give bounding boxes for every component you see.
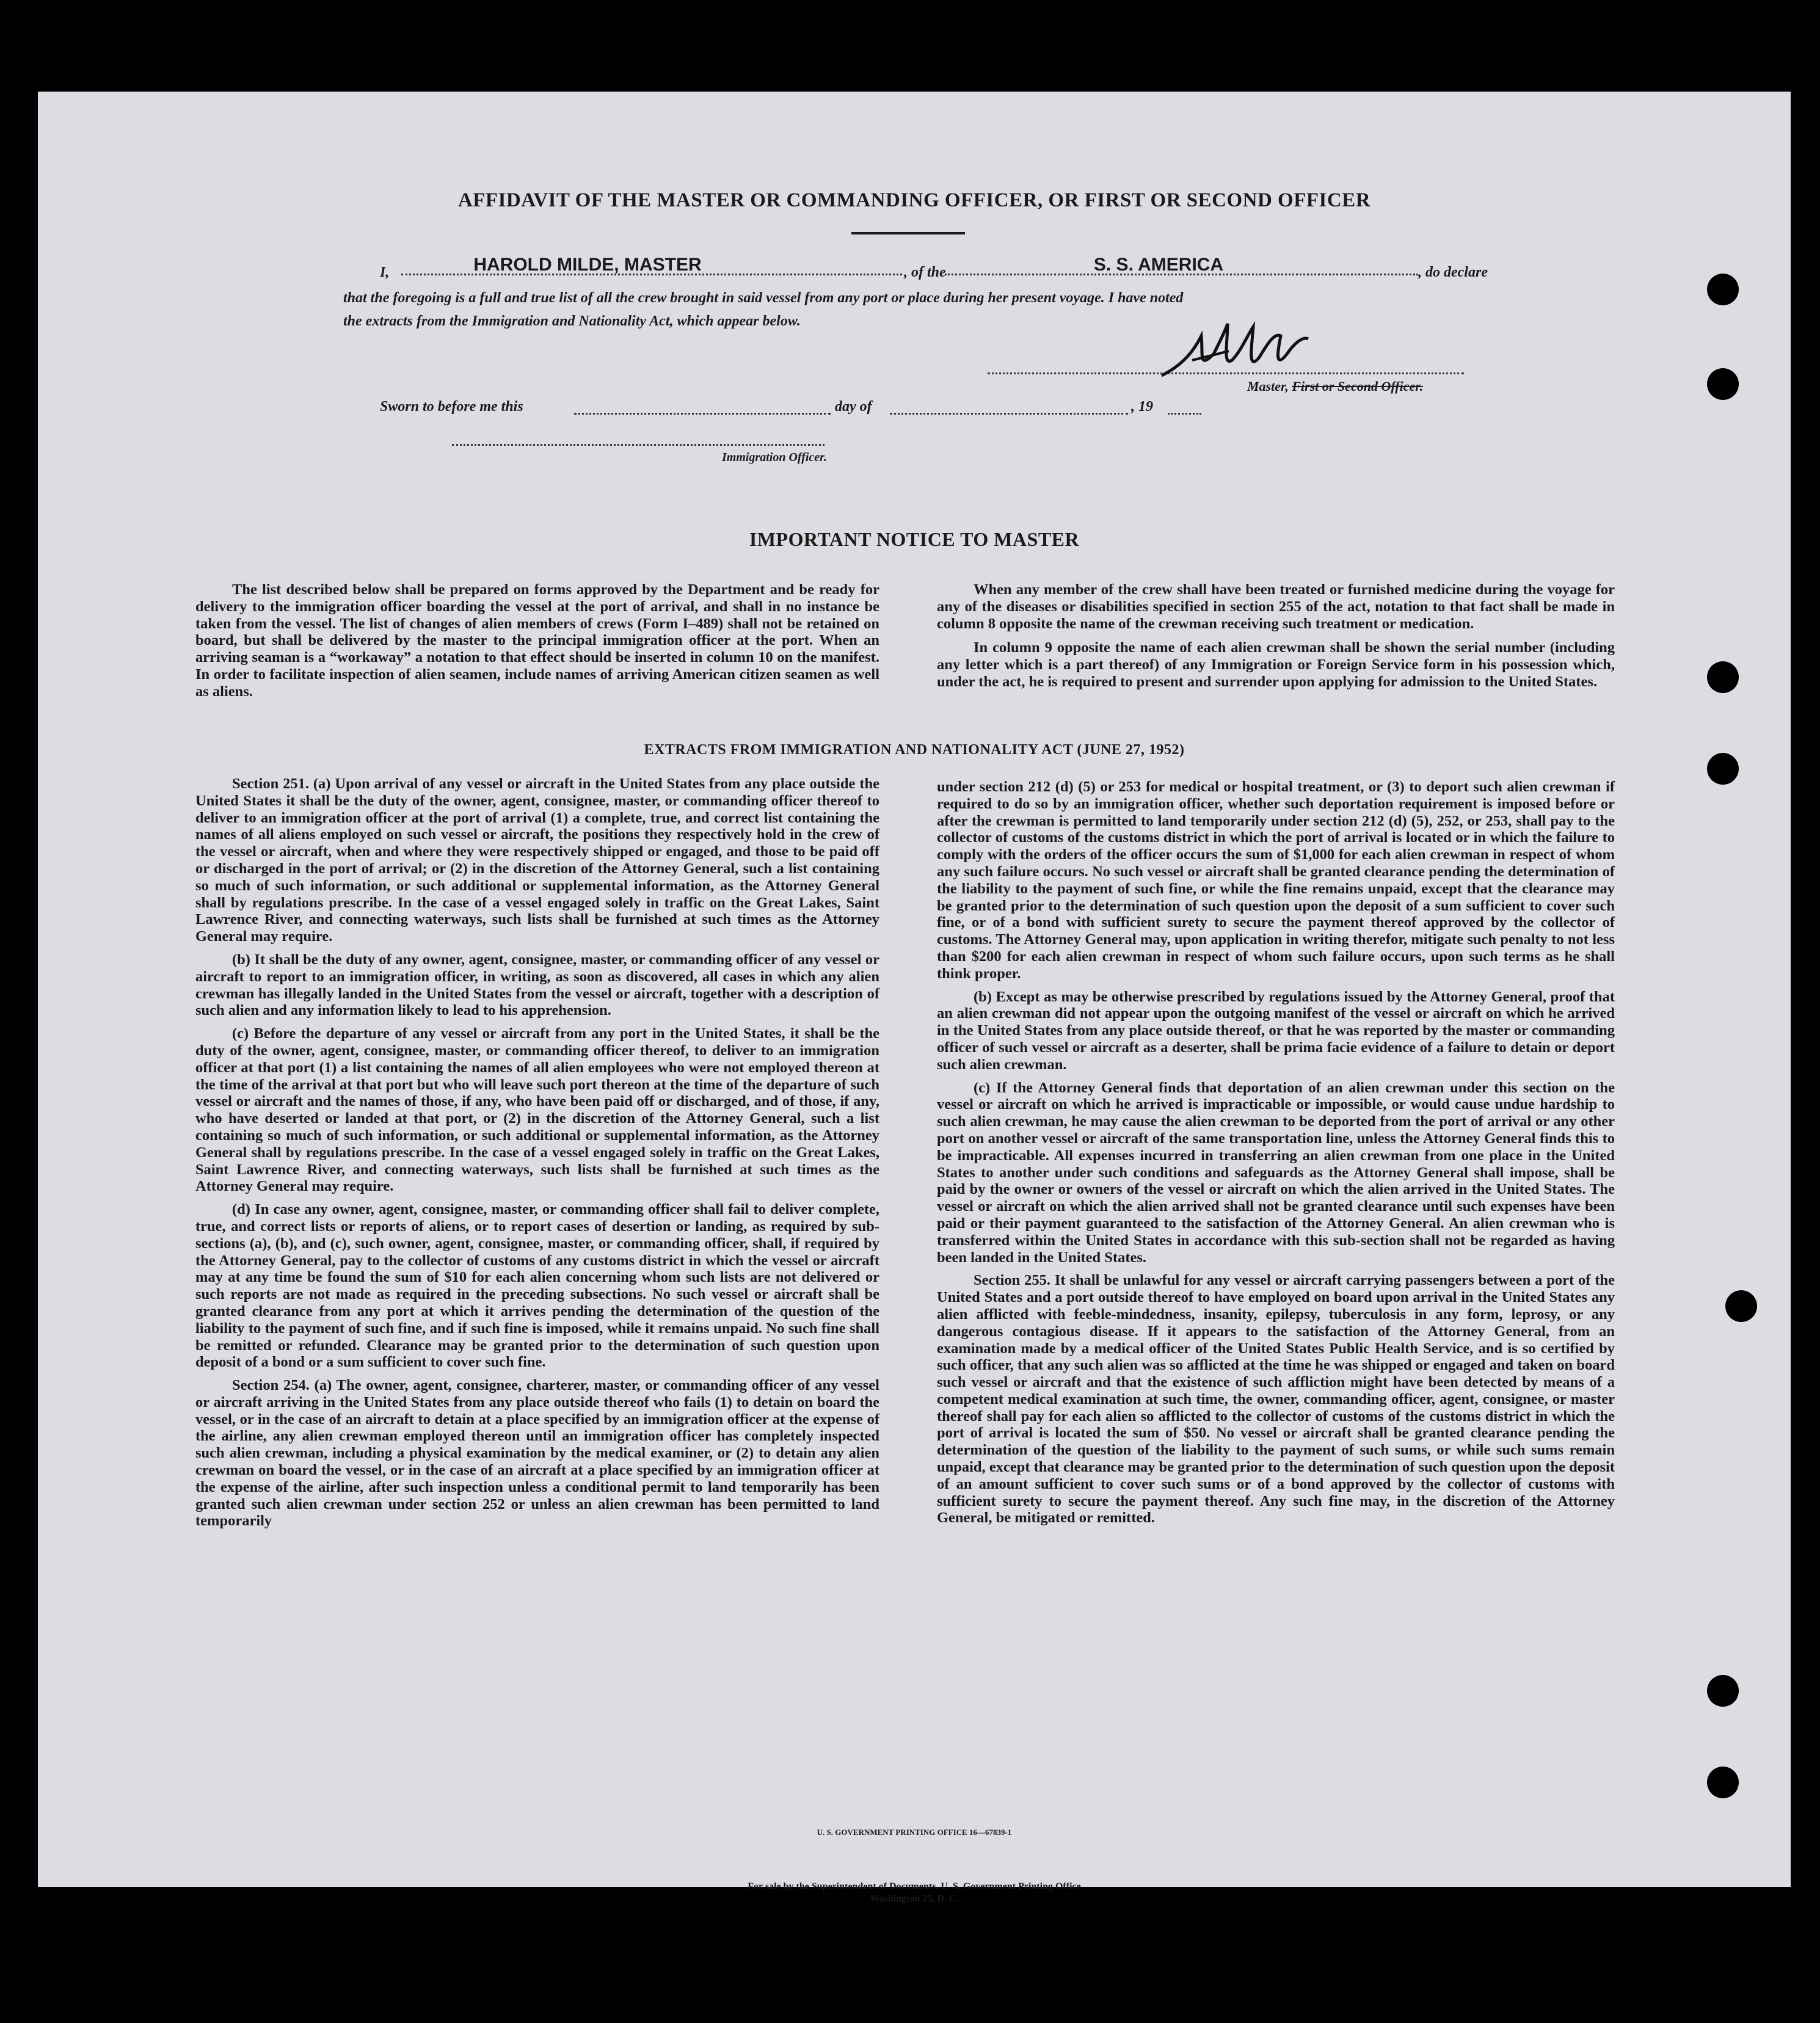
extracts-left-column	[195, 775, 879, 1530]
notice-left-column	[195, 581, 879, 700]
printer-line: U. S. GOVERNMENT PRINTING OFFICE 16—67839-1	[817, 1828, 1012, 1837]
sale-line-1: For sale by the Superintendent of Documents, U. S. Government Printing Office	[748, 1881, 1081, 1892]
extract-section-254b: (b) Except as may be otherwise prescribed by regulations issued by the Attorney General, proof that an alien crewman did not appear upon the outgoing manifest of the vessel or aircraft on which he arrived in the United States from any place outside thereof, or that he was reported by the master or commanding officer of such vessel or aircraft as a deserter, shall be prima facie evidence of a failure to detain or deport such alien crewman.	[937, 988, 1615, 1073]
vessel-name: S. S. AMERICA	[1093, 255, 1224, 275]
sworn-date-line	[574, 397, 831, 415]
binder-hole	[1725, 1290, 1757, 1322]
signature-caption-struck: First or Second Officer.	[1292, 379, 1424, 394]
notice-right-column	[937, 581, 1615, 691]
master-signature	[1156, 318, 1339, 385]
do-declare-label: , do declare	[1418, 264, 1488, 280]
notice-right-paragraph-2: In column 9 opposite the name of each alien crewman shall be shown the serial number (including any letter which is a part thereof) of any Immigration or Foreign Service form in his possession which, under the act, he is required to present and surrender upon applying for admission to the United States.	[937, 639, 1615, 690]
year-line	[1168, 397, 1201, 415]
affidavit-title: AFFIDAVIT OF THE MASTER OR COMMANDING OFFICER, OR FIRST OR SECOND OFFICER	[457, 189, 1371, 211]
immigration-officer-line	[452, 437, 824, 446]
declaration-line-1: that the foregoing is a full and true list of all the crew brought in said vessel from any port or place during her present voyage. I have noted	[343, 290, 1184, 306]
extract-section-251d: (d) In case any owner, agent, consignee, master, or commanding officer shall fail to deliver complete, true, and correct lists or reports of aliens, or to report cases of desertion or landing, as required by sub-sections (a), (b), and (c), such owner, agent, consignee, master, or commanding officer, shall, if required by the Attorney General, pay to the collector of customs of any customs district in which the vessel or aircraft may at any time be found the sum of $10 for each alien concerning whom such lists are not delivered or such reports are not made as required in the preceding subsections. No such vessel or aircraft shall be granted clearance from any port at which it arrives pending the determination of the question of the liability to the payment of such fine, and if such fine is imposed, while it remains unpaid. No such fine shall be remitted or refunded. Clearance may be granted prior to the determination of such question upon deposit of a bond or a sum sufficient to cover such fine.	[195, 1201, 879, 1371]
notice-right-paragraph-1: When any member of the crew shall have been treated or furnished medicine during the voyage for any of the diseases or disabilities specified in section 255 of the act, notation to that fact shall be made in column 8 opposite the name of the crewman receiving such treatment or medication.	[937, 581, 1615, 632]
sworn-label: Sworn to before me this	[380, 399, 523, 415]
binder-hole	[1707, 661, 1739, 693]
notice-left-paragraph: The list described below shall be prepared on forms approved by the Department and be ready for delivery to the immigration officer boarding the vessel at the port of arrival, and shall in no instance be taken from the vessel. The list of changes of alien members of crews (Form I–489) shall not be retained on board, but shall be delivered by the master to the principal immigration officer at the port. When an arriving seaman is a “workaway” a notation to that effect should be inserted in column 10 on the manifest. In order to facilitate inspection of alien seamen, include names of arriving American citizen seamen as well as aliens.	[195, 581, 879, 700]
immigration-officer-caption: Immigration Officer.	[722, 451, 827, 464]
extract-section-251a: Section 251. (a) Upon arrival of any vessel or aircraft in the United States from any place outside the United States it shall be the duty of the owner, agent, consignee, master, or commanding officer thereof to deliver to an immigration officer at the port of arrival (1) a complete, true, and correct list containing the names of all aliens employed on such vessel or aircraft, the positions they respectively hold in the crew of the vessel or aircraft, when and where they were respectively shipped or engaged, and those to be paid off or discharged in the port of arrival; or (2) in the discretion of the Attorney General, such a list containing so much of such information, or such additional or supplemental information, as the Attorney General shall by regulations prescribe. In the case of a vessel engaged solely in traffic on the Great Lakes, Saint Lawrence River, and connecting waterways, such lists shall be furnished at such times as the Attorney General may require.	[195, 775, 879, 945]
extract-section-251c: (c) Before the departure of any vessel or aircraft from any port in the United States, it shall be the duty of the owner, agent, consignee, master, or commanding officer thereof, to deliver to an immigration officer at that port (1) a list containing the names of all alien employees who were not employed thereon at the time of the arrival at that port but who will leave such port thereon at the time of the departure of such vessel or aircraft and the names of those, if any, who have been paid off or discharged, and of those, if any, who have deserted or landed at that port, or (2) in the discretion of the Attorney General, such a list containing so much of such information, or such additional or supplemental information, as the Attorney General shall by regulations prescribe. In the case of a vessel engaged solely in traffic on the Great Lakes, Saint Lawrence River, and connecting waterways, such lists shall be furnished at such times as the Attorney General may require.	[195, 1025, 879, 1195]
binder-hole	[1707, 368, 1739, 400]
binder-hole	[1707, 1767, 1739, 1798]
binder-hole	[1707, 753, 1739, 785]
extracts-right-column	[937, 779, 1615, 1527]
year-label: , 19	[1131, 399, 1153, 415]
document-page	[38, 92, 1791, 1904]
extract-section-254c: (c) If the Attorney General finds that deportation of an alien crewman under this section on the vessel or aircraft on which he arrived is impracticable or impossible, or would cause undue hardship to such alien crewman, he may cause the alien crewman to be deported from the port of arrival or any other port on another vessel or aircraft of the same transportation line, unless the Attorney General finds this to be impracticable. All expenses incurred in transferring an alien crewman from one place in the United States to another under such conditions and safeguards as the Attorney General shall impose, shall be paid by the owner or owners of the vessel or aircraft on which the alien arrived in the United States. The vessel or aircraft on which the alien arrived shall not be granted clearance until such expenses have been paid or their payment guaranteed to the satisfaction of the Attorney General. An alien crewman who is transferred within the United States in accordance with this sub-section shall not be regarded as having been landed in the United States.	[937, 1079, 1615, 1266]
notice-title: IMPORTANT NOTICE TO MASTER	[749, 528, 1080, 550]
binder-hole	[1707, 274, 1739, 305]
master-name: HAROLD MILDE, MASTER	[473, 255, 702, 275]
of-the-label: , of the	[904, 264, 946, 280]
extract-section-251b: (b) It shall be the duty of any owner, agent, consignee, master, or commanding officer of any vessel or aircraft to report to an immigration officer, in writing, as soon as discovered, all cases in which any alien crewman has illegally landed in the United States from the vessel or aircraft, together with a description of such alien and any information likely to lead to his apprehension.	[195, 951, 879, 1019]
extract-section-254a-continued: under section 212 (d) (5) or 253 for medical or hospital treatment, or (3) to deport such alien crewman if required to do so by an immigration officer, whether such deportation requirement is imposed before or after the crewman is permitted to land temporarily under section 212 (d) (5), 252, or 253, shall pay to the collector of customs of the customs district in which the port of arrival is located or in which the failure to comply with the orders of the officer occurs the sum of $1,000 for each alien crewman in respect of whom any such failure occurs. No such vessel or aircraft shall be granted clearance pending the determination of the liability to the payment of such fine, or while the fine remains unpaid, except that the clearance may be granted prior to the determination of such question upon the deposit of a sum sufficient to cover such fine, or of a bond with sufficient surety to secure the payment thereof approved by the collector of customs. The Attorney General may, upon application in writing therefor, mitigate such penalty to not less than $200 for each alien crewman in respect of whom such failure occurs, upon such terms as he shall think proper.	[937, 779, 1615, 982]
declaration-line-2: the extracts from the Immigration and Nationality Act, which appear below.	[343, 313, 801, 329]
signature-caption-master: Master,	[1247, 379, 1289, 394]
i-label: I,	[380, 264, 390, 280]
day-of-line	[890, 397, 1128, 415]
signature-caption	[1247, 379, 1423, 394]
extract-section-254a: Section 254. (a) The owner, agent, consignee, charterer, master, or commanding officer of any vessel or aircraft arriving in the United States from any place outside thereof who fails (1) to detain on board the vessel, or in the case of an aircraft to detain at a place specified by an immigration officer at the expense of the airline, any alien crewman employed thereon until an immigration officer has completely inspected such alien crewman, including a physical examination by the medical examiner, or (2) to detain any alien crewman on board the vessel, or in the case of an aircraft at a place specified by an immigration officer at the expense of the airline, after such inspection unless a conditional permit to land temporarily has been granted such alien crewman under section 252 or unless an alien crewman has been permitted to land temporarily	[195, 1377, 879, 1530]
binder-hole	[1707, 1675, 1739, 1707]
day-of-label: day of	[835, 399, 872, 415]
extracts-title: EXTRACTS FROM IMMIGRATION AND NATIONALITY ACT (JUNE 27, 1952)	[644, 742, 1185, 758]
sale-line-2: Washington 25, D. C.	[870, 1894, 959, 1904]
extract-section-255: Section 255. It shall be unlawful for any vessel or aircraft carrying passengers between a port of the United States and a port outside thereof to have employed on board upon arrival in the United States any alien afflicted with feeble-mindedness, insanity, epilepsy, tuberculosis in any form, leprosy, or any dangerous contagious disease. If it appears to the satisfaction of the Attorney General, from an examination made by a medical officer of the United States Public Health Service, and is so certified by such officer, that any such alien was so afflicted at the time he was shipped or engaged and taken on board such vessel or aircraft and that the existence of such affliction might have been detected by means of a competent medical examination at such time, the owner, commanding officer, agent, consignee, or master thereof shall pay for each alien so afflicted to the collector of customs of the customs district in which the port of arrival is located the sum of $50. No vessel or aircraft shall be granted clearance pending the determination of the question of the liability to the payment of such sums, or while such sums remain unpaid, except that clearance may be granted prior to the determination of such question upon the deposit of an amount sufficient to cover such sums or of a bond approved by the collector of customs with sufficient surety to secure the payment thereof. Any such fine may, in the discretion of the Attorney General, be mitigated or remitted.	[937, 1272, 1615, 1527]
title-rule	[851, 232, 965, 234]
